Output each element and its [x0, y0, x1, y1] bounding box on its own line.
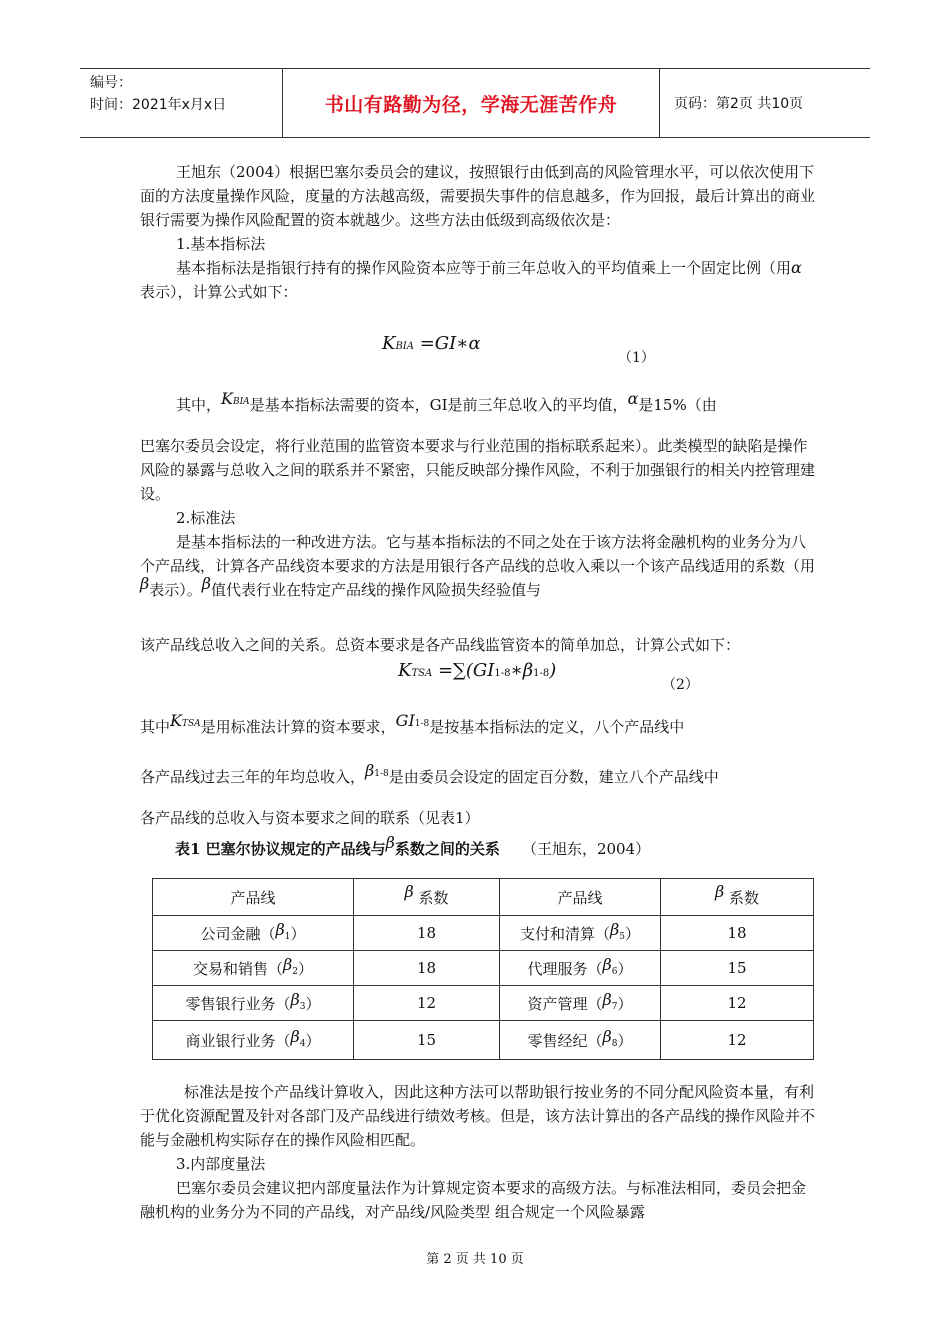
- table-row: 交易和销售（β2） 18 代理服务（β6） 15: [153, 951, 814, 986]
- standard-method-remarks: 标准法是按个产品线计算收入，因此这种方法可以帮助银行按业务的不同分配风险资本量，有利于优化资源配置及针对各部门及产品线进行绩效考核。但是，该方法计算出的各产品线的操作风险并不能与金融机构实际存在的操作风险相匹配。 3.内部度量法 巴塞尔委员会建议把内部度量法作为计算规定资本要求的高级方法。与标准法相同，委员会把金融机构的业务分为不同的产品线，对产品线/风险类型 组合规定一个风险暴露: [140, 1080, 815, 1224]
- table-caption: 表1 巴塞尔协议规定的产品线与β系数之间的关系 （王旭东，2004）: [175, 833, 651, 858]
- heading-internal-measurement: 3.内部度量法: [176, 1155, 266, 1173]
- formula-bia: KBIA =GI∗α: [382, 333, 481, 354]
- doc-time-label: 时间：2021年x月x日: [90, 97, 227, 113]
- header-slogan: 书山有路勤为径，学海无涯苦作舟: [283, 69, 660, 137]
- col-header-coef-2: β 系数: [661, 879, 814, 916]
- table-row: 公司金融（β1） 18 支付和清算（β5） 18: [153, 916, 814, 951]
- col-header-product: 产品线: [153, 879, 354, 916]
- equation-number-1: （1）: [618, 350, 655, 366]
- doc-number-label: 编号：: [90, 75, 132, 91]
- beta-coefficient-table: [152, 878, 814, 1060]
- page-header: [80, 68, 870, 138]
- col-header-coef: β 系数: [354, 879, 500, 916]
- basic-indicator-paragraph: 基本指标法是指银行持有的操作风险资本应等于前三年总收入的平均值乘上一个固定比例（用α表示），计算公式如下：: [140, 258, 802, 301]
- header-meta: [80, 69, 283, 137]
- table-row: 零售银行业务（β3） 12 资产管理（β7） 12: [153, 986, 814, 1021]
- table-row: 商业银行业务（β4） 15 零售经纪（β8） 12: [153, 1021, 814, 1060]
- page-footer: 第 2 页 共 10 页: [426, 1252, 524, 1267]
- formula-tsa: KTSA =∑(GI1-8∗β1-8): [398, 660, 557, 681]
- standard-paragraph-cont: 该产品线总收入之间的关系。总资本要求是各产品线监管资本的简单加总，计算公式如下：: [140, 636, 741, 654]
- bia-explanation: 其中，$K^{BIA}$是基本指标法需要的资本，GI是前三年总收入的平均值，α是15%（由: [176, 389, 717, 414]
- table-header-row: [153, 879, 814, 916]
- tsa-explanation: 其中$K^{TSA}$是用标准法计算的资本要求，GI$^{1-8}$是按基本指标法的定义，八个产品线中: [140, 711, 685, 736]
- intro-paragraph: 王旭东（2004）根据巴塞尔委员会的建议，按照银行由低到高的风险管理水平，可以依次使用下面的方法度量操作风险，度量的方法越高级，需要损失事件的信息越多，作为回报，最后计算出的商业银行需要为操作风险配置的资本就越少。这些方法由低级到高级依次是： 1.基本指标法 基本指标法是指银行持有的操作风险资本应等于前三年总收入的平均值乘上一个固定比例（用α表示），计算公式如下：: [140, 160, 815, 304]
- beta-symbol: β: [140, 574, 150, 593]
- bia-explanation-cont: 巴塞尔委员会设定，将行业范围的监管资本要求与行业范围的指标联系起来）。此类模型的缺陷是操作风险的暴露与总收入之间的联系并不紧密，只能反映部分操作风险，不利于加强银行的相关内控管理建设。 2.标准法 是基本指标法的一种改进方法。它与基本指标法的不同之处在于该方法将金融机构的业务分为八个产品线，计算各产品线资本要求的方法是用银行各产品线的总收入乘以一个该产品线适用的系数（用β表示）。β值代表行业在特定产品线的操作风险损失经验值与: [140, 437, 816, 599]
- alpha-symbol: α: [791, 258, 802, 277]
- col-header-product-2: 产品线: [500, 879, 661, 916]
- internal-measurement-paragraph: 巴塞尔委员会建议把内部度量法作为计算规定资本要求的高级方法。与标准法相同，委员会把金融机构的业务分为不同的产品线，对产品线/风险类型 组合规定一个风险暴露: [140, 1179, 807, 1221]
- heading-standard: 2.标准法: [176, 509, 236, 527]
- heading-basic-indicator: 1.基本指标法: [176, 235, 266, 253]
- header-page-info: 页码：第2页 共10页: [674, 96, 804, 112]
- equation-number-2: （2）: [662, 677, 699, 693]
